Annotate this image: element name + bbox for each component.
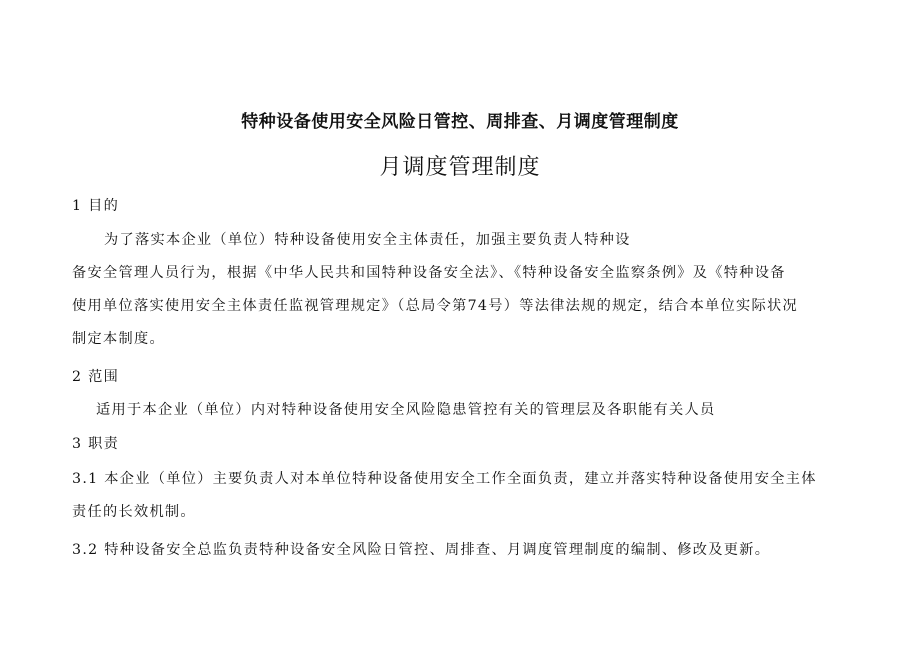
document-title: 特种设备使用安全风险日管控、周排查、月调度管理制度: [241, 112, 679, 132]
paragraph-line: 3.1 本企业（单位）主要负责人对本单位特种设备使用安全工作全面负责，建立并落实特种设备使用安全主体: [72, 471, 817, 487]
paragraph-line: 3.2 特种设备安全总监负责特种设备安全风险日管控、周排查、月调度管理制度的编制、修改及更新。: [72, 542, 771, 558]
section-3-1-paragraph: [72, 463, 852, 529]
paragraph-line: 为了落实本企业（单位）特种设备使用安全主体责任，加强主要负责人特种设: [104, 232, 631, 248]
paragraph-line: 备安全管理人员行为，根据《中华人民共和国特种设备安全法》、《特种设备安全监察条例》及《特种设备: [72, 265, 786, 281]
section-2-paragraph: [72, 394, 852, 427]
section-1-paragraph: [72, 224, 852, 356]
section-3-heading: 3 职责: [72, 436, 120, 452]
document-subtitle: 月调度管理制度: [379, 155, 541, 180]
paragraph-line: 使用单位落实使用安全主体责任监视管理规定》（总局令第74号）等法律法规的规定，结合本单位实际状况: [72, 298, 798, 314]
section-3-2-paragraph: [72, 534, 852, 567]
paragraph-line: 制定本制度。: [72, 331, 165, 347]
paragraph-line: 责任的长效机制。: [72, 504, 196, 520]
paragraph-line: 适用于本企业（单位）内对特种设备使用安全风险隐患管控有关的管理层及各职能有关人员: [96, 402, 716, 418]
section-2-heading: 2 范围: [72, 369, 120, 385]
section-1-heading: 1 目的: [72, 198, 120, 214]
